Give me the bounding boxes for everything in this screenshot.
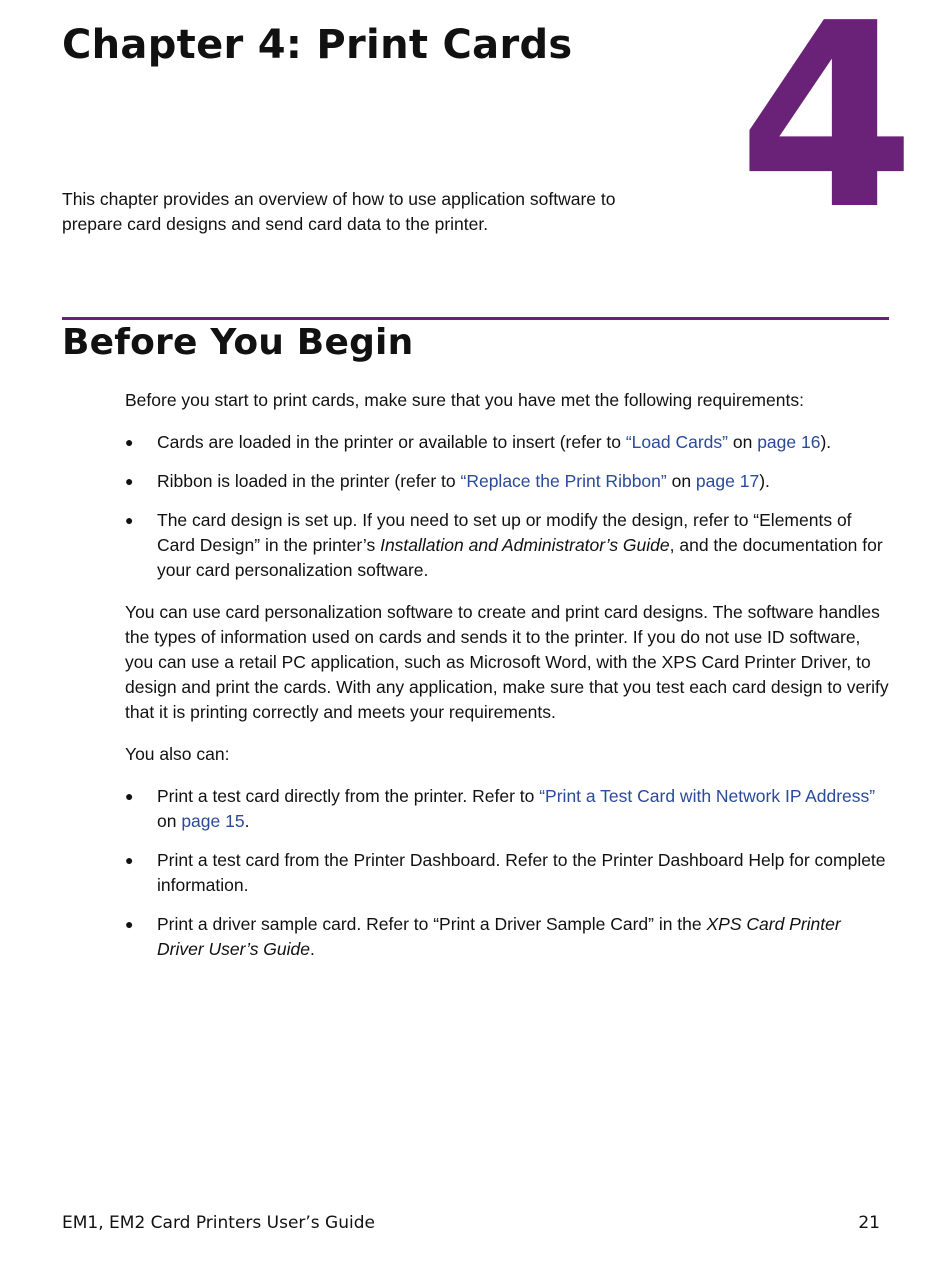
item-text: ). — [820, 432, 832, 452]
bullet-dot-icon: ● — [125, 852, 134, 868]
footer-guide-title: EM1, EM2 Card Printers User’s Guide — [62, 1213, 375, 1233]
item-text: , and the documentation for your card personalization software. — [157, 535, 883, 580]
item-text: Ribbon is loaded in the printer (refer to — [157, 471, 461, 491]
chapter-intro: This chapter provides an overview of how to use application software to prepare card designs and send card data to the printer. — [62, 189, 616, 234]
item-text: Print a test card from the Printer Dashboard. Refer to the Printer Dashboard Help for complete information. — [157, 850, 886, 895]
section-divider — [62, 317, 889, 320]
bullet-dot-icon: ● — [125, 512, 134, 528]
list-item — [125, 430, 890, 455]
list-item — [125, 469, 890, 494]
page-17-link[interactable]: page 17 — [695, 471, 760, 491]
guide-title-italic: Installation and Administrator’s Guide — [380, 535, 670, 555]
item-text: Cards are loaded in the printer or available to insert (refer to — [157, 432, 626, 452]
options-lead: You also can: — [125, 744, 230, 764]
bullet-dot-icon: ● — [125, 434, 134, 450]
replace-ribbon-link[interactable]: “Replace the Print Ribbon” — [460, 471, 667, 491]
requirements-lead: Before you start to print cards, make sure that you have met the following requirements: — [125, 390, 804, 410]
page-16-link[interactable]: page 16 — [757, 432, 821, 452]
list-item — [125, 508, 890, 583]
item-text: Print a test card directly from the printer. Refer to — [157, 786, 540, 806]
bullet-dot-icon: ● — [125, 916, 134, 932]
section-title: Before You Begin — [62, 322, 414, 363]
software-paragraph: You can use card personalization software to create and print card designs. The software handles the types of information used on cards and sends it to the printer. If you do not use ID software, you can use a retail PC application, such as Microsoft Word, with the XPS Card Printer Driver, to design and print the cards. With any application, make sure that you test each card design to verify that it is printing correctly and meets your requirements. — [125, 602, 889, 722]
item-text: . — [310, 939, 315, 959]
item-text: on — [157, 811, 182, 831]
footer-page-number: 21 — [858, 1213, 880, 1233]
chapter-title: Chapter 4: Print Cards — [62, 22, 573, 68]
item-text: . — [244, 811, 250, 831]
bullet-dot-icon: ● — [125, 788, 134, 804]
list-item — [125, 912, 890, 962]
list-item — [125, 848, 890, 898]
bullet-dot-icon: ● — [125, 473, 134, 489]
list-item — [125, 784, 890, 834]
options-list — [125, 784, 890, 962]
guide-title-italic: XPS Card Printer Driver User’s Guide — [157, 914, 841, 959]
page-15-link[interactable]: page 15 — [181, 811, 245, 831]
load-cards-link[interactable]: “Load Cards” — [625, 432, 728, 452]
item-text: on — [728, 432, 758, 452]
item-text: on — [666, 471, 696, 491]
chapter-number: 4 — [738, 0, 916, 266]
section-body — [125, 388, 890, 979]
item-text: ). — [759, 471, 770, 491]
test-card-link[interactable]: “Print a Test Card with Network IP Address” — [539, 786, 876, 806]
item-text: Print a driver sample card. Refer to “Print a Driver Sample Card” in the — [157, 914, 707, 934]
requirements-list — [125, 430, 890, 583]
item-text: The card design is set up. If you need to set up or modify the design, refer to “Elements of Card Design” in the printer’s — [157, 510, 852, 555]
